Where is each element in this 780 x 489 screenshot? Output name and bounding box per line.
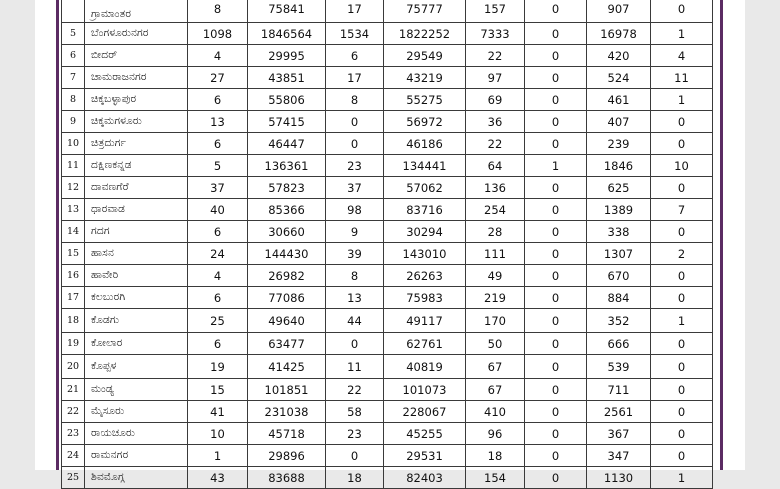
table-row: [62, 355, 713, 379]
value-cell: 0: [651, 423, 713, 445]
value-cell: 524: [587, 67, 651, 89]
value-cell: 144430: [248, 243, 326, 265]
table-row: [62, 23, 713, 45]
sl-number-cell: 9: [62, 111, 85, 133]
sl-number-cell: 15: [62, 243, 85, 265]
value-cell: 58: [326, 401, 384, 423]
district-cell: ದಾವಣಗೆರೆ: [85, 177, 188, 199]
value-cell: 0: [651, 0, 713, 23]
value-cell: 4: [188, 45, 248, 67]
value-cell: 0: [525, 0, 587, 23]
value-cell: 67: [466, 355, 525, 379]
district-cell: ದಕ್ಷಿಣಕನ್ನಡ: [85, 155, 188, 177]
value-cell: 884: [587, 287, 651, 309]
value-cell: 0: [525, 243, 587, 265]
value-cell: 134441: [384, 155, 466, 177]
value-cell: 1: [188, 445, 248, 467]
value-cell: 239: [587, 133, 651, 155]
sl-number-cell: 8: [62, 89, 85, 111]
value-cell: 57823: [248, 177, 326, 199]
value-cell: 0: [525, 445, 587, 467]
value-cell: 6: [188, 333, 248, 355]
value-cell: 347: [587, 445, 651, 467]
value-cell: 0: [651, 355, 713, 379]
value-cell: 30294: [384, 221, 466, 243]
value-cell: 0: [525, 333, 587, 355]
value-cell: 0: [326, 111, 384, 133]
sl-number-cell: 25: [62, 467, 85, 489]
sl-number-cell: 6: [62, 45, 85, 67]
value-cell: 17: [326, 0, 384, 23]
value-cell: 69: [466, 89, 525, 111]
value-cell: 1130: [587, 467, 651, 489]
value-cell: 170: [466, 309, 525, 333]
value-cell: 0: [525, 309, 587, 333]
value-cell: 22: [326, 379, 384, 401]
value-cell: 23: [326, 155, 384, 177]
district-cell: ಮಂಡ್ಯ: [85, 379, 188, 401]
value-cell: 1: [651, 23, 713, 45]
value-cell: 49: [466, 265, 525, 287]
value-cell: 37: [188, 177, 248, 199]
value-cell: 43219: [384, 67, 466, 89]
sl-cell: [62, 0, 85, 23]
district-cell: ರಾಮನಗರ: [85, 445, 188, 467]
table-row: [62, 0, 713, 23]
value-cell: 24: [188, 243, 248, 265]
value-cell: 666: [587, 333, 651, 355]
value-cell: 410: [466, 401, 525, 423]
table-row: [62, 287, 713, 309]
value-cell: 420: [587, 45, 651, 67]
value-cell: 11: [326, 355, 384, 379]
value-cell: 6: [188, 287, 248, 309]
value-cell: 40819: [384, 355, 466, 379]
value-cell: 338: [587, 221, 651, 243]
value-cell: 1389: [587, 199, 651, 221]
value-cell: 0: [651, 221, 713, 243]
value-cell: 0: [525, 265, 587, 287]
value-cell: 43851: [248, 67, 326, 89]
value-cell: 45255: [384, 423, 466, 445]
sl-number-cell: 22: [62, 401, 85, 423]
value-cell: 101851: [248, 379, 326, 401]
value-cell: 1: [651, 89, 713, 111]
district-cell: ಹಾಸನ: [85, 243, 188, 265]
district-cell: ಚಿಕ್ಕಮಗಳೂರು: [85, 111, 188, 133]
value-cell: 461: [587, 89, 651, 111]
value-cell: 44: [326, 309, 384, 333]
value-cell: 7: [651, 199, 713, 221]
value-cell: 41425: [248, 355, 326, 379]
table-row: [62, 423, 713, 445]
value-cell: 28: [466, 221, 525, 243]
value-cell: 0: [525, 133, 587, 155]
value-cell: 39: [326, 243, 384, 265]
value-cell: 10: [651, 155, 713, 177]
value-cell: 40: [188, 199, 248, 221]
value-cell: 46186: [384, 133, 466, 155]
value-cell: 670: [587, 265, 651, 287]
value-cell: 75841: [248, 0, 326, 23]
value-cell: 111: [466, 243, 525, 265]
value-cell: 75983: [384, 287, 466, 309]
sl-number-cell: 12: [62, 177, 85, 199]
value-cell: 19: [188, 355, 248, 379]
value-cell: 136361: [248, 155, 326, 177]
table-row: [62, 401, 713, 423]
district-cell: ಚಿತ್ರದುರ್ಗ: [85, 133, 188, 155]
value-cell: 30660: [248, 221, 326, 243]
value-cell: 56972: [384, 111, 466, 133]
value-cell: 46447: [248, 133, 326, 155]
sl-number-cell: 17: [62, 287, 85, 309]
value-cell: 0: [525, 177, 587, 199]
sl-number-cell: 13: [62, 199, 85, 221]
table-row: [62, 111, 713, 133]
value-cell: 6: [188, 133, 248, 155]
sl-number-cell: 23: [62, 423, 85, 445]
district-cell: ಶಿವಮೊಗ್ಗ: [85, 467, 188, 489]
value-cell: 143010: [384, 243, 466, 265]
value-cell: 64: [466, 155, 525, 177]
value-cell: 0: [651, 133, 713, 155]
value-cell: 41: [188, 401, 248, 423]
value-cell: 6: [188, 89, 248, 111]
value-cell: 63477: [248, 333, 326, 355]
value-cell: 228067: [384, 401, 466, 423]
value-cell: 0: [525, 89, 587, 111]
value-cell: 0: [651, 445, 713, 467]
value-cell: 29896: [248, 445, 326, 467]
value-cell: 43: [188, 467, 248, 489]
value-cell: 711: [587, 379, 651, 401]
value-cell: 8: [188, 0, 248, 23]
value-cell: 0: [651, 333, 713, 355]
value-cell: 0: [651, 379, 713, 401]
table-row: [62, 133, 713, 155]
value-cell: 136: [466, 177, 525, 199]
value-cell: 6: [188, 221, 248, 243]
value-cell: 0: [525, 45, 587, 67]
value-cell: 75777: [384, 0, 466, 23]
table-row: [62, 243, 713, 265]
sl-number-cell: 16: [62, 265, 85, 287]
value-cell: 57062: [384, 177, 466, 199]
value-cell: 1846: [587, 155, 651, 177]
value-cell: 29995: [248, 45, 326, 67]
value-cell: 254: [466, 199, 525, 221]
value-cell: 231038: [248, 401, 326, 423]
district-cell: ಮೈಸೂರು: [85, 401, 188, 423]
value-cell: 13: [326, 287, 384, 309]
district-data-table: [61, 0, 713, 489]
value-cell: 22: [466, 45, 525, 67]
value-cell: 1846564: [248, 23, 326, 45]
value-cell: 0: [525, 467, 587, 489]
value-cell: 6: [326, 45, 384, 67]
value-cell: 0: [525, 355, 587, 379]
value-cell: 219: [466, 287, 525, 309]
sl-number-cell: 11: [62, 155, 85, 177]
value-cell: 352: [587, 309, 651, 333]
value-cell: 0: [525, 67, 587, 89]
value-cell: 55275: [384, 89, 466, 111]
value-cell: 96: [466, 423, 525, 445]
value-cell: 29531: [384, 445, 466, 467]
table-row: [62, 309, 713, 333]
value-cell: 1098: [188, 23, 248, 45]
value-cell: 50: [466, 333, 525, 355]
value-cell: 36: [466, 111, 525, 133]
value-cell: 83716: [384, 199, 466, 221]
value-cell: 0: [525, 199, 587, 221]
district-cell: ಹಾವೇರಿ: [85, 265, 188, 287]
value-cell: 11: [651, 67, 713, 89]
table-row: [62, 89, 713, 111]
value-cell: 0: [651, 111, 713, 133]
value-cell: 67: [466, 379, 525, 401]
value-cell: 25: [188, 309, 248, 333]
sl-number-cell: 18: [62, 309, 85, 333]
value-cell: 539: [587, 355, 651, 379]
district-cell: ಕಲಬುರಗಿ: [85, 287, 188, 309]
value-cell: 1: [651, 309, 713, 333]
sl-number-cell: 14: [62, 221, 85, 243]
value-cell: 27: [188, 67, 248, 89]
value-cell: 0: [525, 379, 587, 401]
sl-number-cell: 20: [62, 355, 85, 379]
value-cell: 57415: [248, 111, 326, 133]
value-cell: 1307: [587, 243, 651, 265]
sl-number-cell: 19: [62, 333, 85, 355]
table-row: [62, 221, 713, 243]
sl-number-cell: 24: [62, 445, 85, 467]
sl-number-cell: 5: [62, 23, 85, 45]
value-cell: 367: [587, 423, 651, 445]
value-cell: 8: [326, 89, 384, 111]
value-cell: 0: [651, 265, 713, 287]
table-row: [62, 155, 713, 177]
value-cell: 17: [326, 67, 384, 89]
value-cell: 55806: [248, 89, 326, 111]
value-cell: 7333: [466, 23, 525, 45]
value-cell: 0: [525, 111, 587, 133]
value-cell: 45718: [248, 423, 326, 445]
value-cell: 8: [326, 265, 384, 287]
value-cell: 49117: [384, 309, 466, 333]
value-cell: 157: [466, 0, 525, 23]
table-row: [62, 265, 713, 287]
value-cell: 1: [651, 467, 713, 489]
district-cell: ಗ್ರಾಮಾಂತರ: [85, 0, 188, 23]
value-cell: 0: [525, 221, 587, 243]
value-cell: 0: [326, 333, 384, 355]
district-cell: ಕೊಪ್ಪಳ: [85, 355, 188, 379]
value-cell: 0: [525, 423, 587, 445]
value-cell: 29549: [384, 45, 466, 67]
table-row: [62, 445, 713, 467]
value-cell: 407: [587, 111, 651, 133]
value-cell: 0: [651, 401, 713, 423]
value-cell: 0: [326, 133, 384, 155]
value-cell: 15: [188, 379, 248, 401]
value-cell: 98: [326, 199, 384, 221]
value-cell: 0: [651, 287, 713, 309]
sl-number-cell: 10: [62, 133, 85, 155]
sl-number-cell: 21: [62, 379, 85, 401]
value-cell: 13: [188, 111, 248, 133]
district-cell: ಧಾರವಾಡ: [85, 199, 188, 221]
table-row: [62, 199, 713, 221]
value-cell: 101073: [384, 379, 466, 401]
value-cell: 0: [651, 177, 713, 199]
value-cell: 97: [466, 67, 525, 89]
value-cell: 154: [466, 467, 525, 489]
value-cell: 0: [525, 401, 587, 423]
value-cell: 907: [587, 0, 651, 23]
table-row: [62, 45, 713, 67]
table-row: [62, 177, 713, 199]
table-row: [62, 67, 713, 89]
value-cell: 26263: [384, 265, 466, 287]
value-cell: 22: [466, 133, 525, 155]
value-cell: 4: [651, 45, 713, 67]
value-cell: 49640: [248, 309, 326, 333]
value-cell: 0: [326, 445, 384, 467]
value-cell: 5: [188, 155, 248, 177]
value-cell: 85366: [248, 199, 326, 221]
value-cell: 9: [326, 221, 384, 243]
value-cell: 2: [651, 243, 713, 265]
value-cell: 26982: [248, 265, 326, 287]
value-cell: 18: [466, 445, 525, 467]
value-cell: 83688: [248, 467, 326, 489]
value-cell: 82403: [384, 467, 466, 489]
district-cell: ಚಿಕ್ಕಬಳ್ಳಾಪುರ: [85, 89, 188, 111]
table-row: [62, 333, 713, 355]
sl-number-cell: 7: [62, 67, 85, 89]
value-cell: 1534: [326, 23, 384, 45]
value-cell: 2561: [587, 401, 651, 423]
district-cell: ಕೋಲಾರ: [85, 333, 188, 355]
value-cell: 62761: [384, 333, 466, 355]
district-cell: ಬೆಂಗಳೂರುನಗರ: [85, 23, 188, 45]
value-cell: 0: [525, 287, 587, 309]
value-cell: 625: [587, 177, 651, 199]
district-cell: ಗದಗ: [85, 221, 188, 243]
district-cell: ಕೊಡಗು: [85, 309, 188, 333]
value-cell: 18: [326, 467, 384, 489]
value-cell: 4: [188, 265, 248, 287]
value-cell: 37: [326, 177, 384, 199]
value-cell: 77086: [248, 287, 326, 309]
table-row: [62, 379, 713, 401]
value-cell: 23: [326, 423, 384, 445]
value-cell: 10: [188, 423, 248, 445]
district-cell: ರಾಯಚೂರು: [85, 423, 188, 445]
value-cell: 0: [525, 23, 587, 45]
district-cell: ಬೀದರ್: [85, 45, 188, 67]
district-cell: ಚಾಮರಾಜನಗರ: [85, 67, 188, 89]
value-cell: 16978: [587, 23, 651, 45]
value-cell: 1: [525, 155, 587, 177]
value-cell: 1822252: [384, 23, 466, 45]
